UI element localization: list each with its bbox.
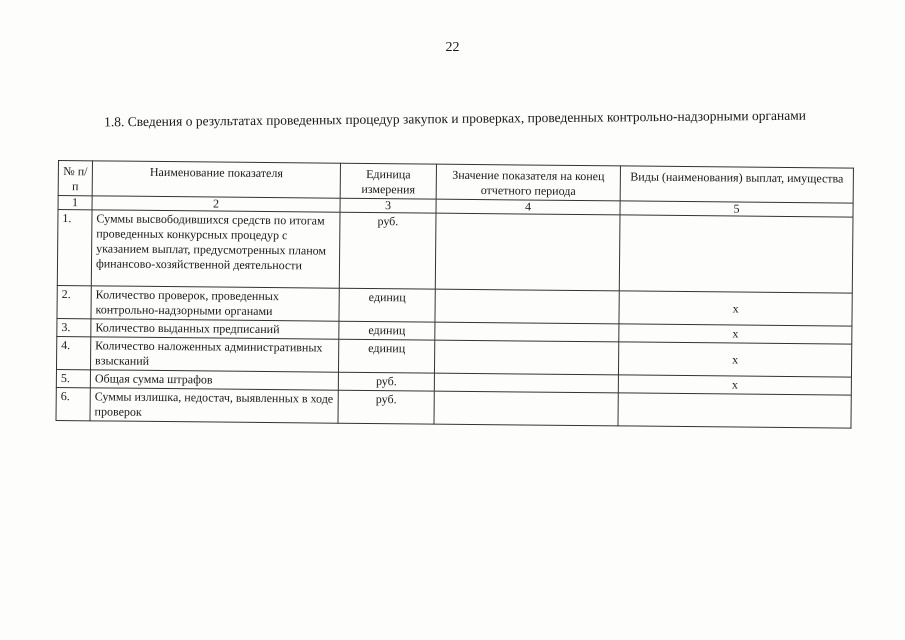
row-value: [434, 340, 618, 375]
row-unit: единиц: [339, 288, 435, 322]
row-unit: руб.: [338, 372, 434, 391]
row-kinds: x: [619, 291, 852, 326]
row-value: [434, 391, 618, 426]
row-kinds: x: [618, 342, 851, 377]
row-indicator-name: Суммы высвободившихся средств по итогам проведенных конкурсных процедур с указанием выплат, предусмотренных планом финансово-хозяйственной деятельности: [91, 210, 340, 288]
column-number: 1: [58, 196, 92, 210]
row-unit: руб.: [339, 212, 436, 289]
row-number: 6.: [56, 387, 90, 420]
row-indicator-name: Количество наложенных административных взысканий: [90, 337, 338, 372]
header-number: № п/п: [58, 161, 92, 196]
column-number: 5: [620, 201, 853, 217]
table-container: [55, 160, 852, 429]
row-unit: единиц: [338, 339, 434, 373]
page-number: 22: [445, 40, 460, 55]
row-number: 2.: [57, 285, 91, 318]
row-unit: руб.: [338, 390, 434, 424]
results-table: [55, 160, 853, 429]
header-value: Значение показателя на конец отчетного периода: [436, 164, 620, 201]
row-kinds: x: [619, 324, 852, 344]
header-indicator-name: Наименование показателя: [92, 161, 340, 198]
column-number: 2: [92, 196, 340, 212]
table-row: [57, 210, 853, 294]
row-unit: единиц: [339, 321, 435, 340]
row-value: [434, 373, 618, 393]
row-value: [435, 213, 620, 291]
row-kinds: [618, 393, 851, 428]
column-number: 4: [436, 199, 620, 215]
row-kinds: [619, 215, 853, 293]
section-title: 1.8. Сведения о результатах проведенных процедур закупок и проверках, проведенных контрольно-надзорными органами: [103, 107, 807, 130]
column-number: 3: [340, 198, 436, 213]
header-unit: Единица измерения: [340, 163, 436, 199]
table-row: [56, 387, 851, 428]
row-number: 5.: [56, 369, 90, 387]
header-kinds: Виды (наименования) выплат, имущества: [620, 166, 853, 203]
row-kinds: x: [618, 375, 851, 395]
row-value: [435, 289, 619, 324]
row-indicator-name: Суммы излишка, недостач, выявленных в ходе проверок: [90, 388, 338, 423]
row-number: 3.: [57, 318, 91, 336]
row-value: [435, 322, 619, 342]
row-indicator-name: Количество выданных предписаний: [91, 319, 339, 339]
row-number: 4.: [56, 336, 90, 369]
row-number: 1.: [57, 210, 92, 286]
row-indicator-name: Общая сумма штрафов: [90, 370, 338, 390]
row-indicator-name: Количество проверок, проведенных контрольно-надзорными органами: [91, 286, 339, 321]
